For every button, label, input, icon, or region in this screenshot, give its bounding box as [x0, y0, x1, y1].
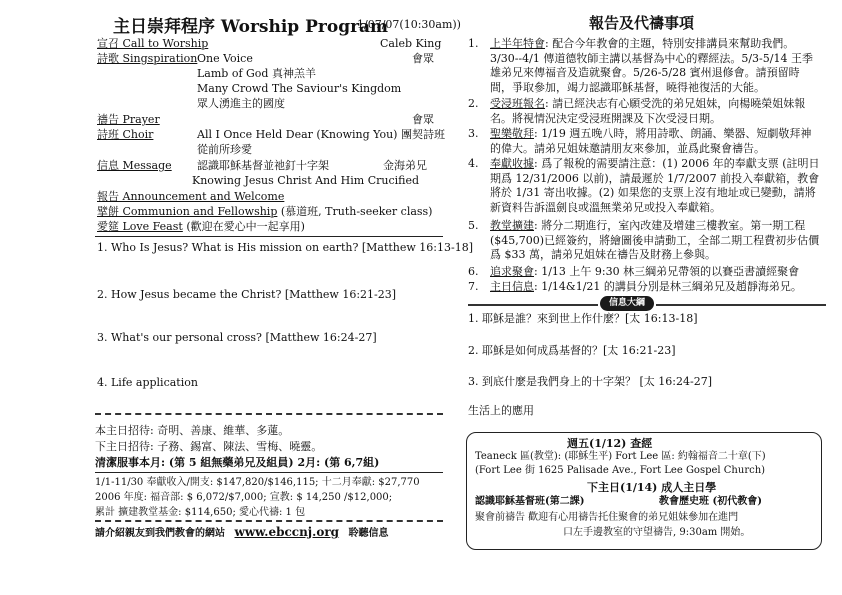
website-row [95, 524, 389, 539]
outline-item: 2. How Jesus became the Christ? [Matthew 16:21-23] [97, 288, 397, 301]
program-label: 信息 Message [97, 159, 172, 172]
program-item: Knowing Jesus Christ And Him Crucified [192, 174, 420, 187]
item-number: 5. [468, 219, 479, 232]
item-label: 奉獻收據 [490, 157, 534, 170]
program-date: 1/07/07(10:30am)) [357, 18, 461, 31]
communion-label: 擘餅 Communion and Fellowship [97, 205, 278, 218]
announce-item [490, 280, 820, 295]
outline-divider-right [656, 304, 826, 306]
footer-rule [95, 472, 443, 473]
item-text: : 1/13 上午 9:30 林三綱弟兄帶領的以賽亞書讀經聚會 [534, 265, 800, 278]
announcement-label: 報告 Announcement and Welcome [97, 190, 285, 203]
footer-line: 清潔服事本月: (第 5 組無藥弟兄及組員) 2月: (第 6,7組) [95, 456, 380, 469]
item-text: : 配合今年教會的主題，特別安排講員來幫助我們。3/30--4/1 傳道德牧師主講以基督為中心的釋經法。5/3-5/14 王季雄弟兄來傳福音及造就聚會。5/26-5/28 賓州退修會。請預留時間，爭取參加，竭力認識耶穌基督，曉得祂復活的大能。 [490, 37, 813, 94]
item-label: 受浸班報名 [490, 97, 545, 110]
item-label: 上半年特會 [490, 37, 545, 50]
schedule-box [466, 432, 822, 550]
announce-item [490, 265, 820, 280]
announce-item [490, 157, 820, 215]
bible-study-heading: 週五(1/12) 查經 [567, 437, 653, 450]
communion-note: (慕道班, Truth-seeker class) [280, 205, 433, 218]
announce-item [490, 127, 820, 156]
item-number: 1. [468, 37, 479, 50]
sunday-school-heading: 下主日(1/14) 成人主日學 [587, 481, 717, 494]
lovefeast-row [97, 220, 305, 234]
announce-title: 報告及代禱事項 [589, 14, 695, 32]
outline-badge [600, 296, 654, 311]
lovefeast-label: 愛筵 Love Feast [97, 220, 183, 233]
program-label: 禱告 Prayer [97, 113, 160, 126]
outline-item: 1. Who Is Jesus? What is His mission on earth? [Matthew 16:13-18] [97, 241, 474, 254]
outline-item: 1. 耶穌是誰？來到世上作什麼？[太 16:13-18] [468, 312, 698, 325]
program-item: One Voice [197, 52, 253, 65]
item-number: 2. [468, 97, 479, 110]
item-text: : 1/14&1/21 的講員分別是林三綱弟兄及趙靜海弟兄。 [534, 280, 802, 293]
announce-item [490, 97, 820, 126]
program-item: 認識耶穌基督並祂釘十字架 [197, 159, 329, 172]
footer-divider-2 [95, 520, 443, 522]
prayer-line: 口左手邊教室的守望禱告, 9:30am 開始。 [563, 527, 751, 538]
program-item: 從前所珍愛 [197, 143, 252, 156]
item-number: 7. [468, 280, 479, 293]
program-item: All I Once Held Dear (Knowing You) 團契詩班 [197, 128, 445, 141]
item-number: 6. [468, 265, 479, 278]
item-label: 聖樂敬拜 [490, 127, 534, 140]
outline-item: 4. Life application [97, 376, 198, 389]
item-number: 4. [468, 157, 479, 170]
website-prefix: 請介紹親友到我們教會的網站 [95, 528, 225, 539]
item-number: 3. [468, 127, 479, 140]
right-page [464, 0, 842, 595]
communion-row [97, 205, 432, 219]
item-text: : 請已經決志有心願受洗的弟兄姐妹，向楊曉榮姐妹報名。將視情況決定受浸班開課及下次受浸日期。 [490, 97, 806, 125]
item-text: : 1/19 週五晚八時，將用詩歌、朗誦、樂器、短劇敬拜神的偉大。請弟兄姐妹邀請朋友來參加，並爲此聚會禱告。 [490, 127, 812, 155]
item-label: 追求聚會 [490, 265, 534, 278]
bible-study-address: (Fort Lee 街 1625 Palisade Ave., Fort Lee Gospel Church) [475, 465, 766, 476]
program-who: 會眾 [412, 52, 434, 65]
outline-item: 2. 耶穌是如何成爲基督的？[太 16:21-23] [468, 344, 676, 357]
announce-item [490, 37, 820, 95]
website-link[interactable]: www.ebccnj.org [234, 525, 340, 539]
footer-line: 2006 年度: 福音部: $ 6,072/$7,000; 宣教: $ 14,250 /$12,000; [95, 492, 393, 503]
program-who: Caleb King [380, 37, 442, 50]
footer-line: 下主日招待: 子務、錫富、陳法、雪梅、曉靈。 [95, 440, 323, 453]
item-text: : 將分二期進行，室內改建及增建三樓教室。第一期工程($45,700)已經簽約，將繪圖後申請動工，全部二期工程費初步估價爲 $33 萬，請弟兄姐妹在禱告及財務上參與。 [490, 219, 820, 261]
item-label: 主日信息 [490, 280, 534, 293]
program-label: 詩歌 Singspiration [97, 52, 198, 65]
bible-study-areas: Teaneck 區(教堂): (耶穌生平) Fort Lee 區: 約翰福音二十章(下) [475, 451, 766, 462]
outline-item: 3. What's our personal cross? [Matthew 16:24-27] [97, 331, 377, 344]
outline-item: 生活上的應用 [468, 404, 534, 417]
footer-line: 累計 擴建教堂基金: $114,650; 愛心代禱: 1 包 [95, 507, 306, 518]
program-label: 詩班 Choir [97, 128, 154, 141]
item-text: : 爲了報稅的需要請注意：(1) 2006 年的奉獻支票 (註明日期爲 12/31/2006 以前)，請最遲於 1/7/2007 前投入奉獻箱，教會將於 1/31 寄出收據。(2) 如果您的支票上沒有地址或已變動，請將新資料告訴溫劍良或溫無業弟兄或投入奉獻箱。 [490, 157, 820, 214]
class-jesus: 認識耶穌基督班(第二課) [475, 496, 585, 507]
footer-divider [95, 413, 443, 415]
outline-badge-text: 信息大綱 [608, 298, 645, 308]
footer-line: 1/1-11/30 奉獻收入/開支: $147,820/$146,115; 十二月奉獻: $27,770 [95, 477, 420, 488]
outline-divider-left [468, 304, 598, 306]
website-suffix: 聆聽信息 [348, 528, 389, 539]
program-item: 眾人湧進主的國度 [197, 97, 285, 110]
class-history: 教會歷史班 (初代教會) [659, 496, 762, 507]
announce-item [490, 219, 820, 263]
program-title: 主日崇拜程序 Worship Program [113, 17, 389, 37]
program-who: 金海弟兄 [383, 159, 427, 172]
program-label: 宣召 Call to Worship [97, 37, 209, 50]
program-who: 會眾 [412, 113, 434, 126]
divider-line [95, 236, 443, 237]
item-label: 教堂擴建 [490, 219, 534, 232]
lovefeast-note: (歡迎在愛心中一起享用) [186, 220, 305, 233]
program-item: Lamb of God 真神羔羊 [197, 67, 316, 80]
program-item: Many Crowd The Saviour's Kingdom [197, 82, 402, 95]
footer-line: 本主日招待: 奇明、善康、維華、多蓮。 [95, 424, 290, 437]
outline-item: 3. 到底什麼是我們身上的十字架？ [太 16:24-27] [468, 375, 712, 388]
prayer-line: 聚會前禱告 歡迎有心用禱告托住聚會的弟兄姐妹參加在進門 [475, 512, 739, 523]
